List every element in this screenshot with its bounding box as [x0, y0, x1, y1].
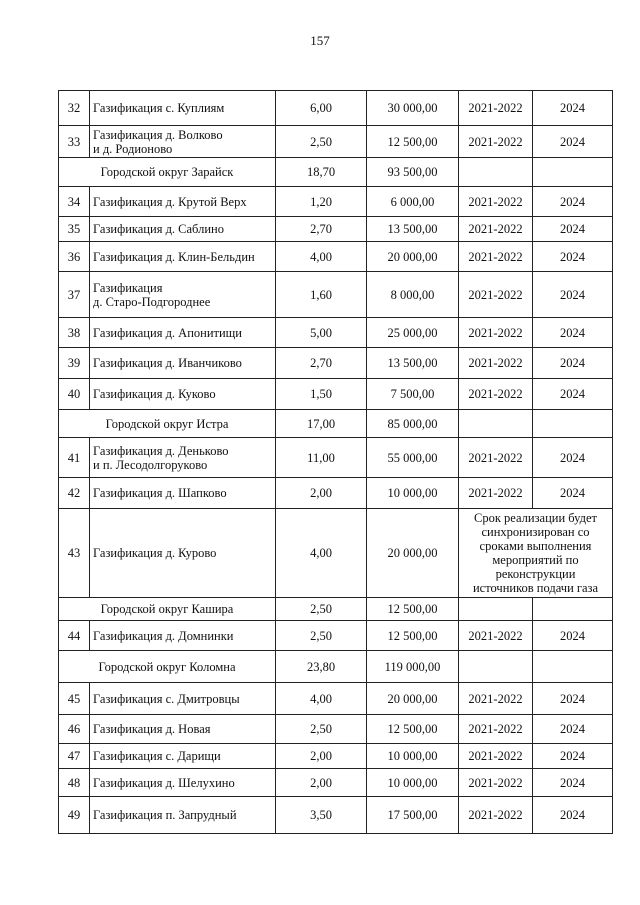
cost-cell: 10 000,00 [367, 744, 459, 769]
text-line: Газификация с. Дарищи [93, 749, 221, 763]
table-row [59, 242, 613, 272]
year-cell [533, 651, 613, 683]
period-cell [459, 158, 533, 187]
cost-cell: 7 500,00 [367, 379, 459, 410]
object-name [90, 683, 276, 715]
year-cell [533, 410, 613, 438]
text-line: сроками выполнения [479, 539, 592, 553]
year-cell: 2024 [533, 715, 613, 744]
period-cell: 2021-2022 [459, 683, 533, 715]
year-cell: 2024 [533, 438, 613, 478]
period-cell: 2021-2022 [459, 272, 533, 318]
text-line: Газификация д. Деньково [93, 443, 229, 458]
cost-cell: 20 000,00 [367, 683, 459, 715]
length-cell: 2,00 [276, 769, 367, 797]
length-cell: 2,50 [276, 621, 367, 651]
period-cell: 2021-2022 [459, 744, 533, 769]
row-number: 38 [59, 318, 90, 348]
district-row [59, 158, 613, 187]
table-row [59, 217, 613, 242]
cost-cell: 12 500,00 [367, 598, 459, 621]
text-line: Газификация д. Шелухино [93, 775, 235, 790]
table-row [59, 348, 613, 379]
text-line: Газификация д. Шапково [93, 486, 227, 500]
row-number: 47 [59, 744, 90, 769]
year-cell: 2024 [533, 744, 613, 769]
cost-cell: 12 500,00 [367, 621, 459, 651]
cost-cell: 10 000,00 [367, 769, 459, 797]
table-row [59, 187, 613, 217]
table-row [59, 91, 613, 126]
gasification-table [58, 90, 613, 834]
year-cell: 2024 [533, 478, 613, 509]
table-row [59, 621, 613, 651]
length-cell: 1,60 [276, 272, 367, 318]
row-number: 40 [59, 379, 90, 410]
cost-cell: 85 000,00 [367, 410, 459, 438]
row-number: 33 [59, 126, 90, 158]
text-line: Газификация д. Новая [93, 722, 211, 736]
text-line: Газификация с. Дмитровцы [93, 691, 240, 706]
object-name [90, 715, 276, 744]
object-name [90, 318, 276, 348]
length-cell: 23,80 [276, 651, 367, 683]
period-cell: 2021-2022 [459, 379, 533, 410]
period-cell [459, 410, 533, 438]
period-cell [459, 651, 533, 683]
text-line: Газификация д. Иванчиково [93, 356, 242, 370]
text-line: реконструкции [495, 567, 576, 581]
district-row [59, 410, 613, 438]
period-cell: 2021-2022 [459, 797, 533, 834]
table-row [59, 797, 613, 834]
implementation-note [459, 509, 613, 598]
object-name [90, 217, 276, 242]
object-name [90, 272, 276, 318]
page-number: 157 [310, 33, 330, 48]
table-row [59, 509, 613, 598]
cost-cell: 12 500,00 [367, 126, 459, 158]
cost-cell: 13 500,00 [367, 348, 459, 379]
cost-cell: 55 000,00 [367, 438, 459, 478]
district-name: Городской округ Истра [59, 410, 276, 438]
table-row [59, 683, 613, 715]
text-line: Газификация д. Домнинки [93, 628, 234, 643]
year-cell: 2024 [533, 187, 613, 217]
period-cell: 2021-2022 [459, 91, 533, 126]
table-row [59, 318, 613, 348]
year-cell [533, 598, 613, 621]
year-cell: 2024 [533, 621, 613, 651]
row-number: 34 [59, 187, 90, 217]
object-name [90, 126, 276, 158]
length-cell: 4,00 [276, 509, 367, 598]
row-number: 41 [59, 438, 90, 478]
object-name [90, 478, 276, 509]
cost-cell: 20 000,00 [367, 242, 459, 272]
text-line: Газификация д. Курово [93, 546, 217, 560]
row-number: 36 [59, 242, 90, 272]
table-row [59, 126, 613, 158]
length-cell: 3,50 [276, 797, 367, 834]
object-name [90, 744, 276, 769]
row-number: 43 [59, 509, 90, 598]
period-cell: 2021-2022 [459, 318, 533, 348]
object-name [90, 621, 276, 651]
table-row [59, 715, 613, 744]
length-cell: 2,50 [276, 598, 367, 621]
year-cell [533, 158, 613, 187]
cost-cell: 30 000,00 [367, 91, 459, 126]
cost-cell: 13 500,00 [367, 217, 459, 242]
length-cell: 1,50 [276, 379, 367, 410]
year-cell: 2024 [533, 379, 613, 410]
row-number: 37 [59, 272, 90, 318]
district-row [59, 598, 613, 621]
period-cell: 2021-2022 [459, 348, 533, 379]
length-cell: 17,00 [276, 410, 367, 438]
text-line: Газификация с. Куплиям [93, 101, 225, 115]
year-cell: 2024 [533, 797, 613, 834]
cost-cell: 93 500,00 [367, 158, 459, 187]
cost-cell: 12 500,00 [367, 715, 459, 744]
text-line: и д. Родионово [93, 141, 173, 156]
length-cell: 2,00 [276, 478, 367, 509]
row-number: 45 [59, 683, 90, 715]
text-line: Газификация д. Саблино [93, 222, 224, 236]
row-number: 42 [59, 478, 90, 509]
length-cell: 2,70 [276, 217, 367, 242]
period-cell: 2021-2022 [459, 126, 533, 158]
text-line: Газификация д. Волково [93, 127, 223, 142]
period-cell [459, 598, 533, 621]
text-line: синхронизирован со [481, 525, 590, 539]
period-cell: 2021-2022 [459, 217, 533, 242]
length-cell: 2,70 [276, 348, 367, 379]
length-cell: 18,70 [276, 158, 367, 187]
row-number: 35 [59, 217, 90, 242]
text-line: Газификация д. Куково [93, 387, 216, 401]
row-number: 48 [59, 769, 90, 797]
year-cell: 2024 [533, 683, 613, 715]
object-name [90, 348, 276, 379]
cost-cell: 17 500,00 [367, 797, 459, 834]
district-name: Городской округ Коломна [59, 651, 276, 683]
row-number: 39 [59, 348, 90, 379]
row-number: 49 [59, 797, 90, 834]
length-cell: 1,20 [276, 187, 367, 217]
text-line: Газификация д. Апонитищи [93, 325, 242, 340]
year-cell: 2024 [533, 217, 613, 242]
table-row [59, 478, 613, 509]
district-name: Городской округ Кашира [59, 598, 276, 621]
text-line: Срок реализации будет [474, 511, 597, 525]
cost-cell: 25 000,00 [367, 318, 459, 348]
row-number: 32 [59, 91, 90, 126]
length-cell: 5,00 [276, 318, 367, 348]
object-name [90, 242, 276, 272]
text-line: и п. Лесодолгоруково [93, 457, 208, 472]
object-name [90, 187, 276, 217]
year-cell: 2024 [533, 272, 613, 318]
length-cell: 4,00 [276, 242, 367, 272]
year-cell: 2024 [533, 126, 613, 158]
cost-cell: 119 000,00 [367, 651, 459, 683]
period-cell: 2021-2022 [459, 715, 533, 744]
district-name: Городской округ Зарайск [59, 158, 276, 187]
length-cell: 2,00 [276, 744, 367, 769]
length-cell: 4,00 [276, 683, 367, 715]
object-name [90, 91, 276, 126]
table-row [59, 769, 613, 797]
period-cell: 2021-2022 [459, 438, 533, 478]
row-number: 44 [59, 621, 90, 651]
table-row [59, 438, 613, 478]
length-cell: 2,50 [276, 715, 367, 744]
period-cell: 2021-2022 [459, 769, 533, 797]
text-line: источников подачи газа [472, 581, 599, 595]
length-cell: 2,50 [276, 126, 367, 158]
object-name [90, 509, 276, 598]
text-line: Газификация п. Запрудный [93, 808, 237, 822]
table-row [59, 272, 613, 318]
object-name [90, 797, 276, 834]
text-line: Газификация д. Крутой Верх [93, 194, 247, 209]
year-cell: 2024 [533, 348, 613, 379]
length-cell: 6,00 [276, 91, 367, 126]
period-cell: 2021-2022 [459, 621, 533, 651]
table-row [59, 379, 613, 410]
text-line: д. Старо-Подгороднее [93, 294, 211, 309]
object-name [90, 438, 276, 478]
year-cell: 2024 [533, 242, 613, 272]
text-line: Газификация [93, 280, 163, 295]
cost-cell: 6 000,00 [367, 187, 459, 217]
period-cell: 2021-2022 [459, 187, 533, 217]
year-cell: 2024 [533, 769, 613, 797]
table-row [59, 744, 613, 769]
district-row [59, 651, 613, 683]
text-line: Газификация д. Клин-Бельдин [93, 249, 255, 264]
cost-cell: 10 000,00 [367, 478, 459, 509]
period-cell: 2021-2022 [459, 478, 533, 509]
period-cell: 2021-2022 [459, 242, 533, 272]
text-line: мероприятий по [492, 553, 579, 567]
year-cell: 2024 [533, 91, 613, 126]
object-name [90, 379, 276, 410]
row-number: 46 [59, 715, 90, 744]
cost-cell: 20 000,00 [367, 509, 459, 598]
cost-cell: 8 000,00 [367, 272, 459, 318]
length-cell: 11,00 [276, 438, 367, 478]
year-cell: 2024 [533, 318, 613, 348]
object-name [90, 769, 276, 797]
